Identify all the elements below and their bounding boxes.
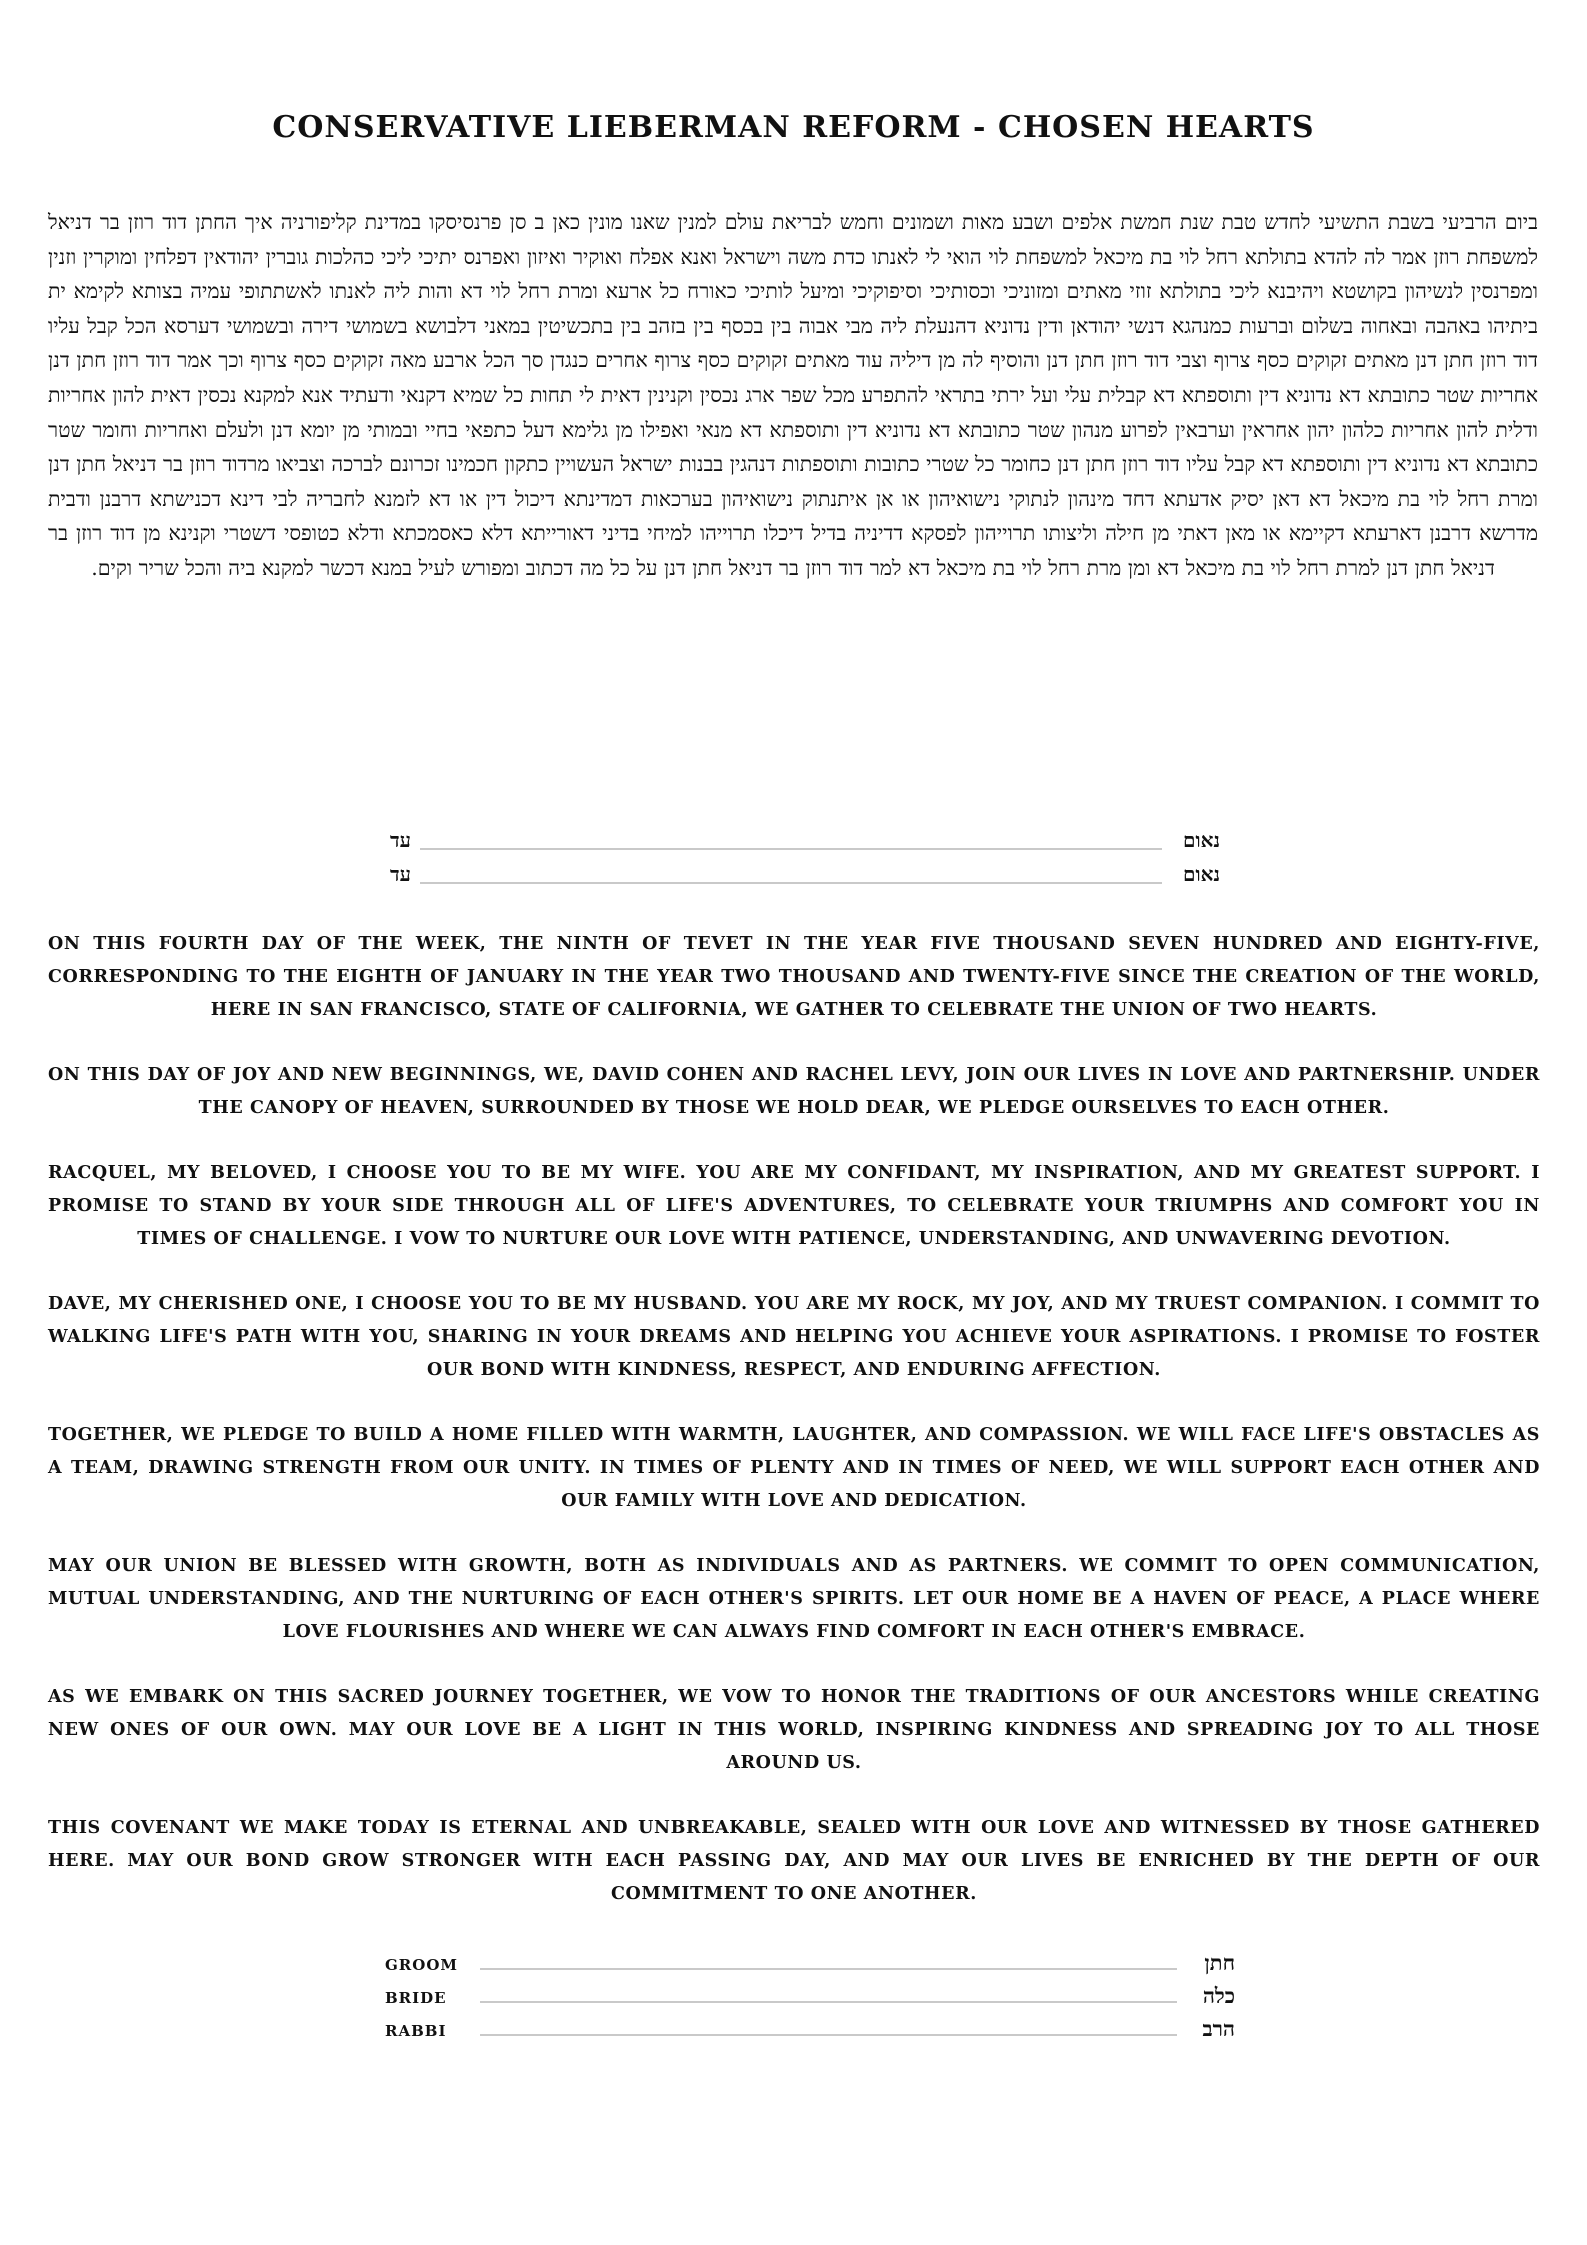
english-paragraph: AS WE EMBARK ON THIS SACRED JOURNEY TOGETHER, WE VOW TO HONOR THE TRADITIONS OF OUR ANCESTORS WHILE CREATING NEW ONES OF OUR OWN. MAY OUR LOVE BE A LIGHT IN THIS WORLD, INSPIRING KINDNESS AND SPREADING JOY TO ALL THOSE AROUND US. (48, 1687, 1540, 1773)
signature-line (480, 2034, 1177, 2036)
witness-declaration-label: נאום (1183, 862, 1220, 886)
english-paragraph: ON THIS DAY OF JOY AND NEW BEGINNINGS, WE, DAVID COHEN AND RACHEL LEVY, JOIN OUR LIVES IN LOVE AND PARTNERSHIP. UNDER THE CANOPY OF HEAVEN, SURROUNDED BY THOSE WE HOLD DEAR, WE PLEDGE OURSELVES TO EACH OTHER. (48, 1065, 1540, 1118)
english-paragraph: DAVE, MY CHERISHED ONE, I CHOOSE YOU TO BE MY HUSBAND. YOU ARE MY ROCK, MY JOY, AND MY TRUEST COMPANION. I COMMIT TO WALKING LIFE'S PATH WITH YOU, SHARING IN YOUR DREAMS AND HELPING YOU ACHIEVE YOUR ASPIRATIONS. I PROMISE TO FOSTER OUR BOND WITH KINDNESS, RESPECT, AND ENDURING AFFECTION. (48, 1294, 1540, 1380)
hebrew-witness-line-2 (390, 862, 1220, 896)
english-paragraph: MAY OUR UNION BE BLESSED WITH GROWTH, BOTH AS INDIVIDUALS AND AS PARTNERS. WE COMMIT TO OPEN COMMUNICATION, MUTUAL UNDERSTANDING, AND THE NURTURING OF EACH OTHER'S SPIRITS. LET OUR HOME BE A HAVEN OF PEACE, A PLACE WHERE LOVE FLOURISHES AND WHERE WE CAN ALWAYS FIND COMFORT IN EACH OTHER'S EMBRACE. (48, 1556, 1540, 1642)
signature-label-hebrew: חתן (1204, 1950, 1235, 1975)
signature-label-english: BRIDE (385, 1989, 447, 2007)
signature-label-hebrew: הרב (1202, 2016, 1235, 2041)
witness-declaration-label: נאום (1183, 828, 1220, 852)
signature-line (420, 848, 1162, 850)
hebrew-witness-line-1 (390, 828, 1220, 862)
witness-label: עד (390, 828, 411, 852)
hebrew-ketubah-text: ביום הרביעי בשבת התשיעי לחדש טבת שנת חמשת אלפים ושבע מאות ושמונים וחמש לבריאת עולם למנין שאנו מונין כאן ב סן פרנסיסקו במדינת קליפורניה איך החתן דוד רוזן בר דניאל למשפחת רוזן אמר לה להדא בתולתא רחל לוי בת מיכאל למשפחת לוי הואי לי לאנתו כדת משה וישראל ואנא אפלח ואוקיר ואיזון ואפרנס יתיכי ליכי כהלכות גוברין יהודאין דפלחין ומוקרין וזנין ומפרנסין לנשיהון בקושטא ויהיבנא ליכי בתולתא זוזי מאתים ומזוניכי וכסותיכי וסיפוקיכי ומיעל לותיכי כאורח כל ארעא ומרת רחל לוי דא והות ליה לאנתו לאשתתופי עמיה בצותא לקימא ית ביתיהו באהבה ובאחוה בשלום וברעות כמנהגא דנשי יהודאן ודין נדוניא דהנעלת ליה מבי אבוה בין בכסף בין בזהב בין בתכשיטין במאני דלבושא בשמושי דירה ובשמושי דערסא הכל קבל עליו דוד רוזן חתן דנן מאתים זקוקים כסף צרוף וצבי דוד רוזן חתן דנן והוסיף לה מן דיליה עוד מאתים זקוקים כסף צרוף אחרים כנגדן סך הכל ארבע מאה זקוקים כסף צרוף וכך אמר דוד רוזן חתן דנן אחריות שטר כתובתא דא נדוניא דין ותוספתא דא קבלית עלי ועל ירתי בתראי להתפרע מכל שפר ארג נכסין וקנינין דאית לי תחות כל שמיא דקנאי ודעתיד אנא למקנא נכסין דאית להון אחריות ודלית להון אחריות כלהון יהון אחראין וערבאין לפרוע מנהון שטר כתובתא דא נדוניא דין ותוספתא דא מנאי ואפילו מן גלימא דעל כתפאי בחיי ובמותי מן יומא דנן ולעלם ואחריות וחומר שטר כתובתא דא נדוניא דין ותוספתא דא קבל עליו דוד רוזן חתן דנן כחומר כל שטרי כתובות ותוספתות דנהגין בבנות ישראל העשויין כתקון חכמינו זכרונם לברכה וצביאו מרדוד רוזן בר דניאל חתן דנן ומרת רחל לוי בת מיכאל דא דאן יסיק אדעתא דחד מינהון לנתוקי נישואיהון או אן איתנתוק נישואיהון בערכאות דמדינתא דיכול דין או דא לזמנא לחבריה לבי דינא דכנישתא דרבנן ודבית מדרשא דרבנן דארעתא דקיימא או מאן דאתי מן חילה וליצותו תרוייהון לפסקא דדיניה בדיל דיכלו תרוייהו למיחי בדיני דאורייתא דלא כאסמכתא ודלא כטופסי דשטרי וקנינא מן דוד רוזן בר דניאל חתן דנן למרת רחל לוי בת מיכאל דא ומן מרת רחל לוי בת מיכאל דא למר דוד רוזן בר דניאל חתן דנן על כל מה דכתוב ומפורש לעיל במנא דכשר למקנא ביה והכל שריר וקים. (48, 210, 1538, 580)
english-paragraph: RACQUEL, MY BELOVED, I CHOOSE YOU TO BE MY WIFE. YOU ARE MY CONFIDANT, MY INSPIRATION, AND MY GREATEST SUPPORT. I PROMISE TO STAND BY YOUR SIDE THROUGH ALL OF LIFE'S ADVENTURES, TO CELEBRATE YOUR TRIUMPHS AND COMFORT YOU IN TIMES OF CHALLENGE. I VOW TO NURTURE OUR LOVE WITH PATIENCE, UNDERSTANDING, AND UNWAVERING DEVOTION. (48, 1163, 1540, 1249)
english-paragraph: ON THIS FOURTH DAY OF THE WEEK, THE NINTH OF TEVET IN THE YEAR FIVE THOUSAND SEVEN HUNDRED AND EIGHTY-FIVE, CORRESPONDING TO THE EIGHTH OF JANUARY IN THE YEAR TWO THOUSAND AND TWENTY-FIVE SINCE THE CREATION OF THE WORLD, HERE IN SAN FRANCISCO, STATE OF CALIFORNIA, WE GATHER TO CELEBRATE THE UNION OF TWO HEARTS. (48, 934, 1540, 1020)
signature-block (385, 1950, 1235, 2049)
signature-label-english: RABBI (385, 2022, 447, 2040)
signature-label-hebrew: כלה (1202, 1983, 1235, 2008)
english-paragraph: TOGETHER, WE PLEDGE TO BUILD A HOME FILLED WITH WARMTH, LAUGHTER, AND COMPASSION. WE WILL FACE LIFE'S OBSTACLES AS A TEAM, DRAWING STRENGTH FROM OUR UNITY. IN TIMES OF PLENTY AND IN TIMES OF NEED, WE WILL SUPPORT EACH OTHER AND OUR FAMILY WITH LOVE AND DEDICATION. (48, 1425, 1540, 1511)
signature-row-groom (385, 1950, 1235, 1983)
signature-label-english: GROOM (385, 1956, 459, 1974)
signature-row-rabbi (385, 2016, 1235, 2049)
signature-row-bride (385, 1983, 1235, 2016)
english-vows-text (48, 928, 1540, 1943)
witness-label: עד (390, 862, 411, 886)
signature-line (480, 1968, 1177, 1970)
english-paragraph: THIS COVENANT WE MAKE TODAY IS ETERNAL AND UNBREAKABLE, SEALED WITH OUR LOVE AND WITNESSED BY THOSE GATHERED HERE. MAY OUR BOND GROW STRONGER WITH EACH PASSING DAY, AND MAY OUR LIVES BE ENRICHED BY THE DEPTH OF OUR COMMITMENT TO ONE ANOTHER. (48, 1818, 1540, 1904)
document-title: CONSERVATIVE LIEBERMAN REFORM - CHOSEN HEARTS (272, 110, 1315, 145)
signature-line (420, 882, 1162, 884)
signature-line (480, 2001, 1177, 2003)
